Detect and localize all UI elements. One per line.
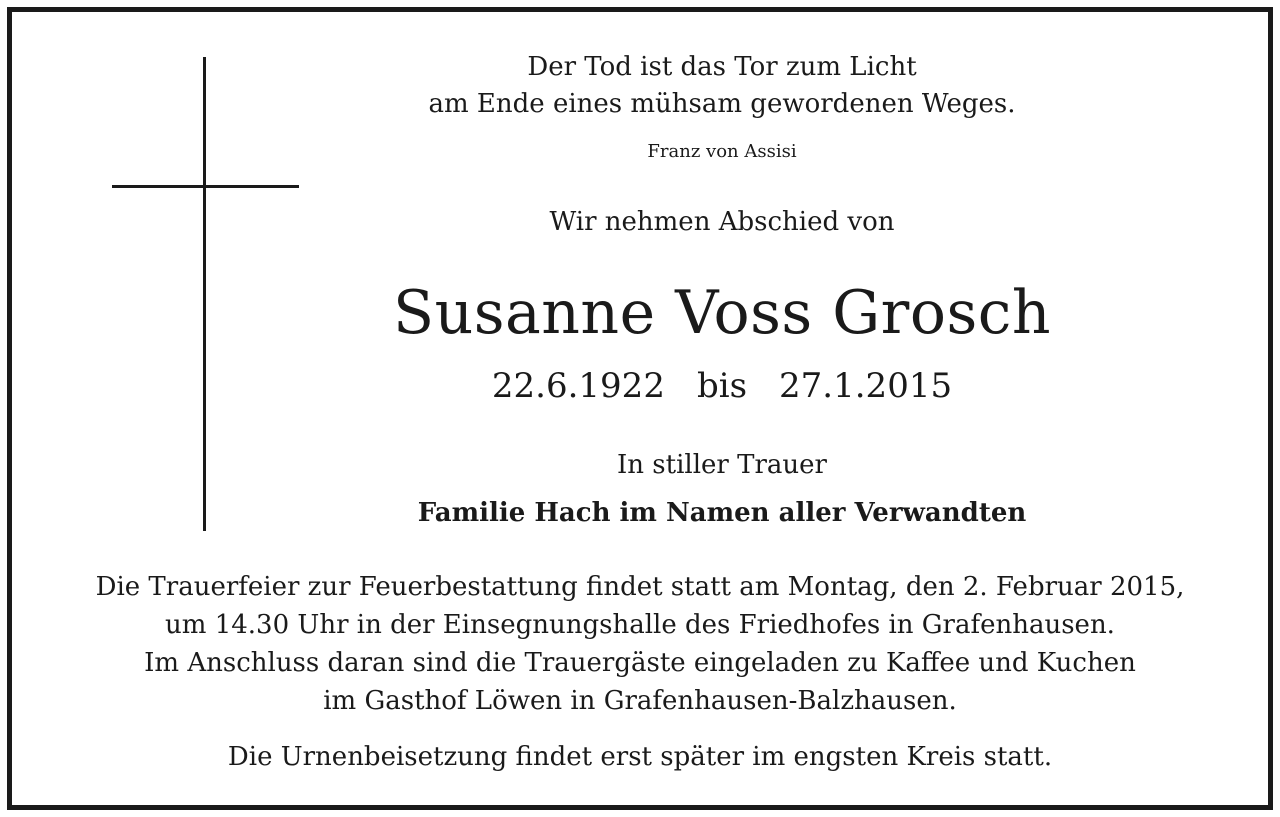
quote-author: Franz von Assisi <box>647 141 797 162</box>
ceremony-line-1: Die Trauerfeier zur Feuerbestattung findet statt am Montag, den 2. Februar 2015, <box>95 572 1185 602</box>
urn-burial-note: Die Urnenbeisetzung findet erst später im engsten Kreis statt. <box>227 742 1053 772</box>
farewell-intro: Wir nehmen Abschied von <box>549 207 895 237</box>
deceased-name: Susanne Voss Grosch <box>392 278 1052 348</box>
cross-vertical-bar <box>203 57 206 531</box>
quote-line-2: am Ende eines mühsam gewordenen Weges. <box>428 89 1016 119</box>
life-dates <box>262 366 1182 406</box>
ceremony-line-3: Im Anschluss daran sind die Trauergäste eingeladen zu Kaffee und Kuchen <box>144 648 1136 678</box>
quote-line-1: Der Tod ist das Tor zum Licht <box>527 52 917 82</box>
death-date: 27.1.2015 <box>779 366 953 406</box>
ceremony-line-4: im Gasthof Löwen in Grafenhausen-Balzhausen. <box>323 686 957 716</box>
dates-separator: bis <box>696 366 748 406</box>
ceremony-line-2: um 14.30 Uhr in der Einsegnungshalle des Friedhofes in Grafenhausen. <box>165 610 1115 640</box>
family-line: Familie Hach im Namen aller Verwandten <box>417 498 1027 528</box>
mourning-line: In stiller Trauer <box>617 450 827 480</box>
cross-horizontal-bar <box>112 185 299 188</box>
birth-date: 22.6.1922 <box>491 366 665 406</box>
